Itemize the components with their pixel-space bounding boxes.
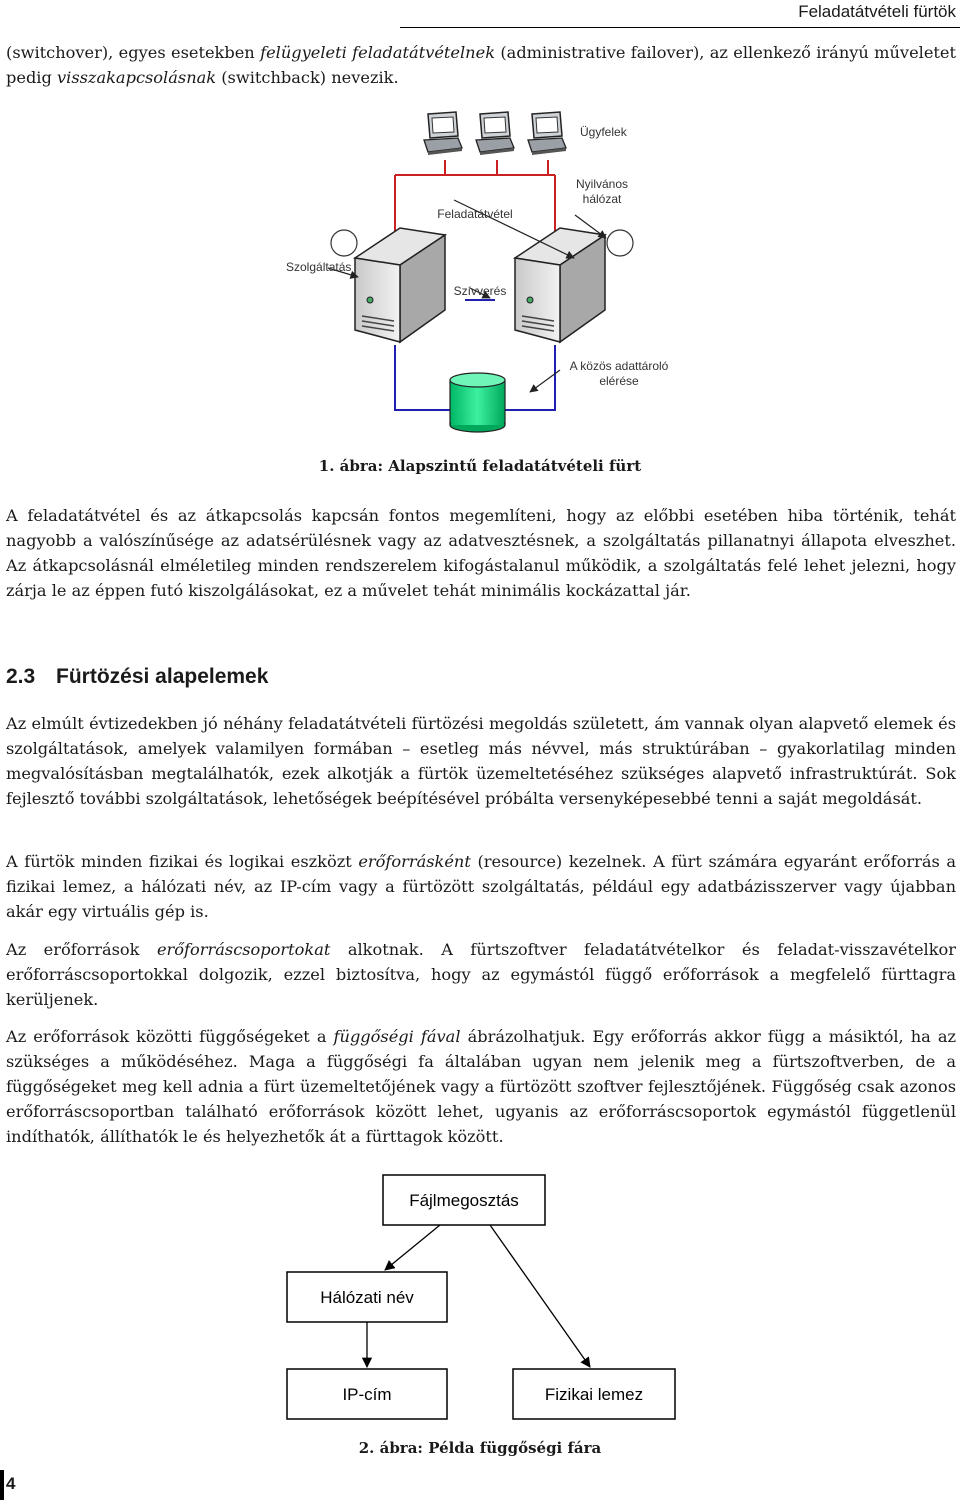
label-public-network-line1: Nyilvános: [575, 177, 629, 191]
text-run: ábrázolhatjuk. Egy erőforrás akkor függ a másiktól, ha az szükséges a működéséhez. Maga a függőségi fa általában ugyan nem jelenik meg a fürtszoftverben, de a függőségeket meg kell adnia a fürt üzemeltetőjének vagy a fürtözött szoftver fejlesztőjének. Függőség csak azonos erőforráscsoportban található erőforrások között lehet, ugyanis az erőforráscsoportok egymástól függetlenül indíthatók, állíthatók le és helyezhetők át a fürttagok között.: [6, 1027, 957, 1146]
page-number-rule: [0, 1470, 4, 1500]
label-failover: Feladatátvétel: [437, 207, 513, 221]
text-run: A fürtök minden fizikai és logikai eszközt: [6, 852, 359, 871]
text-run: (switchback) nevezik.: [216, 68, 399, 87]
section-heading: [6, 664, 268, 690]
public-network-lines: [395, 160, 555, 240]
emphasis-term: erőforrásként: [358, 852, 471, 871]
node-file-share-label: Fájlmegosztás: [409, 1191, 519, 1210]
elements-paragraph: Az elmúlt évtizedekben jó néhány feladatátvételi fürtözési megoldás született, ám vannak olyan alapvető elemek és szolgáltatások, amelyek valamilyen formában – esetleg más névvel, más struktúrában – gyakorlatilag minden megvalósításban megtalálhatók, ezek alkotják a fürtök üzemeltetéséhez szükséges alapvető infrastruktúrát. Sok fejlesztő további szolgáltatások, lehetőségek beépítésével próbálta versenyképesebbé tenni a saját megoldását.: [6, 714, 956, 808]
label-service: Szolgáltatás: [286, 260, 352, 274]
text-run: (switchover), egyes esetekben: [6, 43, 261, 62]
label-clients: Ügyfelek: [580, 125, 627, 139]
emphasis-term: erőforráscsoportokat: [156, 940, 331, 959]
label-storage-line2: elérése: [599, 374, 639, 388]
label-public-network-line2: hálózat: [582, 192, 622, 206]
client-computer-icon: [476, 112, 514, 155]
emphasis-term: visszakapcsolásnak: [57, 68, 217, 87]
running-header-title: Feladatátvételi fürtök: [798, 2, 956, 21]
text-run: (administrative failover), az ellenkező irányú műveletet pedig: [6, 43, 957, 87]
node-network-name-label: Hálózati név: [320, 1288, 414, 1307]
text-run: (resource) kezelnek. A fürt számára egyaránt erőforrás a fizikai lemez, a hálózati név, az IP-cím vagy a fürtözött szolgáltatás, például egy adatbázisszerver vagy újabban akár egy virtuális gép is.: [6, 852, 957, 921]
client-computer-icon: [528, 112, 566, 155]
dependency-paragraph: [6, 1024, 956, 1149]
section-title: Fürtözési alapelemek: [56, 665, 269, 688]
node-ip-address-label: IP-cím: [342, 1385, 392, 1404]
figure-dependency-tree: [0, 1165, 960, 1435]
groups-paragraph: [6, 937, 956, 1012]
figure1-caption: 1. ábra: Alapszintű feladatátvételi fürt: [318, 457, 642, 475]
server-right-icon: [515, 228, 605, 342]
node-physical-disk-label: Fizikai lemez: [544, 1385, 644, 1404]
figure-failover-cluster: [0, 100, 960, 445]
text-run: alkotnak. A fürtszoftver feladatátvételkor és feladat-visszavételkor erőforráscsoportokkal dolgozik, ezzel biztosítva, hogy az egymástól függő erőforrások a megfelelő fürttagra kerüljenek.: [6, 940, 956, 1009]
shared-storage-icon: [450, 373, 505, 432]
service-balloon-right: [607, 230, 633, 256]
edge-fileshare-networkname: [385, 1225, 440, 1270]
resources-paragraph: [6, 849, 956, 924]
intro-paragraph: [6, 40, 956, 90]
label-heartbeat: Szívverés: [453, 284, 507, 298]
service-balloon-left: [331, 230, 357, 256]
server-left-icon: [355, 228, 445, 342]
edge-fileshare-disk: [490, 1225, 590, 1367]
text-run: Az erőforrások: [6, 940, 157, 959]
figure2-caption: 2. ábra: Példa függőségi fára: [358, 1439, 602, 1457]
section-number: 2.3: [6, 665, 36, 688]
emphasis-term: függőségi fával: [333, 1027, 461, 1046]
label-storage-line1: A közös adattároló: [569, 359, 669, 373]
running-header: [400, 0, 960, 28]
page-number: 4: [6, 1474, 16, 1493]
failover-paragraph: A feladatátvétel és az átkapcsolás kapcsán fontos megemlíteni, hogy az előbbi esetében hiba történik, tehát nagyobb a valószínűsége az adatsérülésnek vagy az adatvesztésnek, a szolgáltatás pillanatnyi állapota elveszhet. Az átkapcsolásnál elméletileg minden rendszerelem kifogástalanul működik, a szolgáltatás felé lehet jelezni, hogy zárja le az éppen futó kiszolgálásokat, ez a művelet tehát minimális kockázattal jár.: [6, 506, 956, 600]
emphasis-term: felügyeleti feladatátvételnek: [260, 43, 495, 62]
client-computer-icon: [424, 112, 462, 155]
text-run: Az erőforrások közötti függőségeket a: [6, 1027, 334, 1046]
